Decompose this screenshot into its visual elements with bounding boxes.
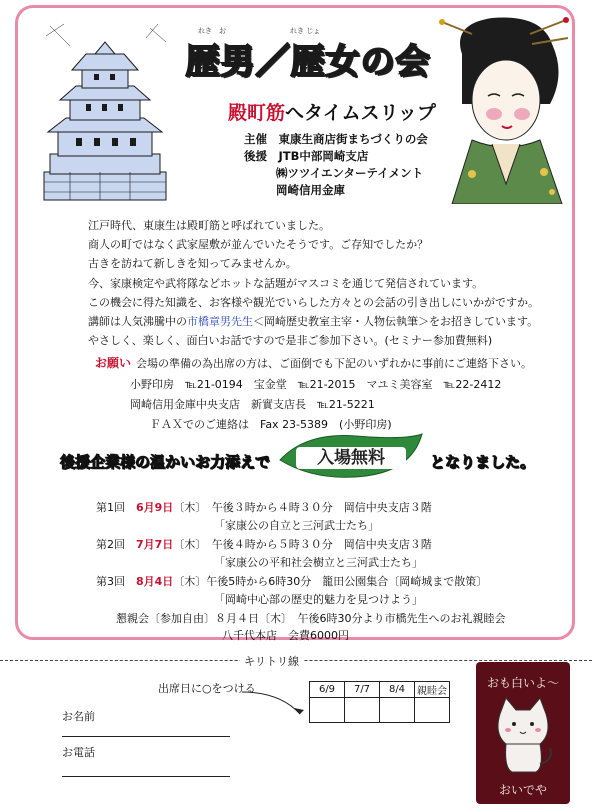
attendance-table xyxy=(309,681,450,723)
session-date: 6月9日 xyxy=(136,501,174,514)
org-name: 東康生商店街まちづくりの会 xyxy=(278,132,428,146)
org-name: JTB中部岡崎支店 xyxy=(278,149,369,163)
org-name: 岡崎信用金庫 xyxy=(276,183,345,197)
castle-illustration xyxy=(40,22,170,202)
intro-line-part: ＜岡崎歴史教室主宰・人物伝執筆＞をお招きしています。 xyxy=(253,315,539,329)
org-row xyxy=(244,131,428,147)
attendance-col-header: 7/7 xyxy=(345,682,380,698)
sponsor-text-left: 後援企業様の温かいお力添えで xyxy=(60,453,271,471)
session-details: 〔木〕午後5時から6時30分 籠田公園集合〔岡崎城まで散策〕 xyxy=(173,575,488,588)
lecturer-name: 市橋章男先生 xyxy=(187,315,253,329)
session-row xyxy=(96,499,432,515)
attendance-col-header: 6/9 xyxy=(310,682,345,698)
session-number: 第1回 xyxy=(96,501,125,514)
event-title: 歴男／歴女の会 xyxy=(185,42,431,82)
session-details: 〔木〕 午後３時から４時３０分 岡信中央支店３階 xyxy=(173,501,432,514)
intro-line: この機会に得た知識を、お客様や観光でいらした方々との会話の引き出しにいかがですか。 xyxy=(88,295,539,309)
session-details: 〔木〕 午後４時から５時３０分 岡信中央支店３階 xyxy=(173,538,432,551)
org-row xyxy=(276,165,423,181)
subtitle-rest: へタイムスリップ xyxy=(285,102,436,124)
free-entry-badge: 入場無料 xyxy=(296,447,406,469)
subtitle-highlight: 殿町筋 xyxy=(228,102,286,124)
attendance-checkbox[interactable] xyxy=(380,698,415,723)
session-topic: 「岡崎中心部の歴史的魅力を見つけよう」 xyxy=(214,593,423,606)
name-label: お名前 xyxy=(62,710,95,723)
org-label: 後援 xyxy=(244,149,267,163)
session-topic: 「家康公の平和社会樹立と三河武士たち」 xyxy=(214,556,423,569)
attendance-col-header: 親睦会 xyxy=(415,682,450,698)
intro-line: 商人の町ではなく武家屋敷が並んでいたそうです。ご存知でしたか？ xyxy=(88,238,429,252)
attendance-checkbox[interactable] xyxy=(310,698,345,723)
session-row xyxy=(96,573,487,589)
session-date: 7月7日 xyxy=(136,538,174,551)
session-date: 8月4日 xyxy=(136,575,174,588)
title-ruby-left: れき お xyxy=(198,27,226,35)
fax-contact: ＦＡＸでのご連絡は Fax 23-5389 (小野印房) xyxy=(150,418,392,431)
request-label: お願い xyxy=(95,356,132,370)
intro-line: 江戸時代、東康生は殿町筋と呼ばれていました。 xyxy=(88,219,330,232)
org-row xyxy=(276,182,345,198)
party-info: 懇親会〔参加自由〕８月４日〔木〕 午後6時30分より市橋先生へのお礼親睦会 xyxy=(116,612,506,625)
phone-label: お電話 xyxy=(62,746,95,759)
name-field[interactable] xyxy=(62,736,230,737)
geisha-illustration xyxy=(432,14,570,204)
intro-line: やさしく、楽しく、面白いお話ですので是非ご参加下さい。(セミナー参加費無料) xyxy=(88,334,493,348)
attendance-col-header: 8/4 xyxy=(380,682,415,698)
arrow-icon xyxy=(240,684,320,724)
session-number: 第3回 xyxy=(96,575,125,588)
party-venue: 八千代本店 会費6000円 xyxy=(222,629,349,642)
intro-text xyxy=(88,216,539,350)
mascot-caption-bottom: おいでや xyxy=(498,783,547,797)
phone-field[interactable] xyxy=(62,776,230,777)
intro-line: 今、家康検定や武将隊などホットな話題がマスコミを通じて発信されています。 xyxy=(88,276,484,290)
attendance-checkbox[interactable] xyxy=(415,698,450,723)
mascot-caption-top: おも白いよ〜 xyxy=(486,676,559,690)
session-topic: 「家康公の自立と三河武士たち」 xyxy=(214,519,379,532)
cat-mascot-icon xyxy=(490,694,556,776)
org-name: ㈱ツツイエンターテイメント xyxy=(276,166,424,180)
event-subtitle xyxy=(228,98,436,125)
session-row xyxy=(96,536,432,552)
intro-line-part: 講師は人気沸騰中の xyxy=(88,315,187,329)
contact-list: 岡崎信用金庫中央支店 新實支店長 ℡21-5221 xyxy=(130,398,375,411)
contact-list: 小野印房 ℡21-0194 宝金堂 ℡21-2015 マユミ美容室 ℡22-2412 xyxy=(130,378,502,391)
org-row xyxy=(244,148,368,164)
attendance-checkbox[interactable] xyxy=(345,698,380,723)
title-ruby-right: れき じょ xyxy=(290,27,321,35)
session-number: 第2回 xyxy=(96,538,125,551)
sponsor-text-right: となりました。 xyxy=(430,453,536,471)
intro-line xyxy=(88,312,539,331)
request-text: 会場の準備の為出席の方は、ご面倒でも下記のいずれかに事前にご連絡下さい。 xyxy=(136,357,532,370)
org-label: 主催 xyxy=(244,132,267,146)
attendance-instruction: 出席日に○をつける xyxy=(158,682,256,695)
intro-line: 古きを訪ねて新しきを知ってみませんか。 xyxy=(88,257,297,271)
cut-line-label: キリトリ線 xyxy=(240,653,303,669)
